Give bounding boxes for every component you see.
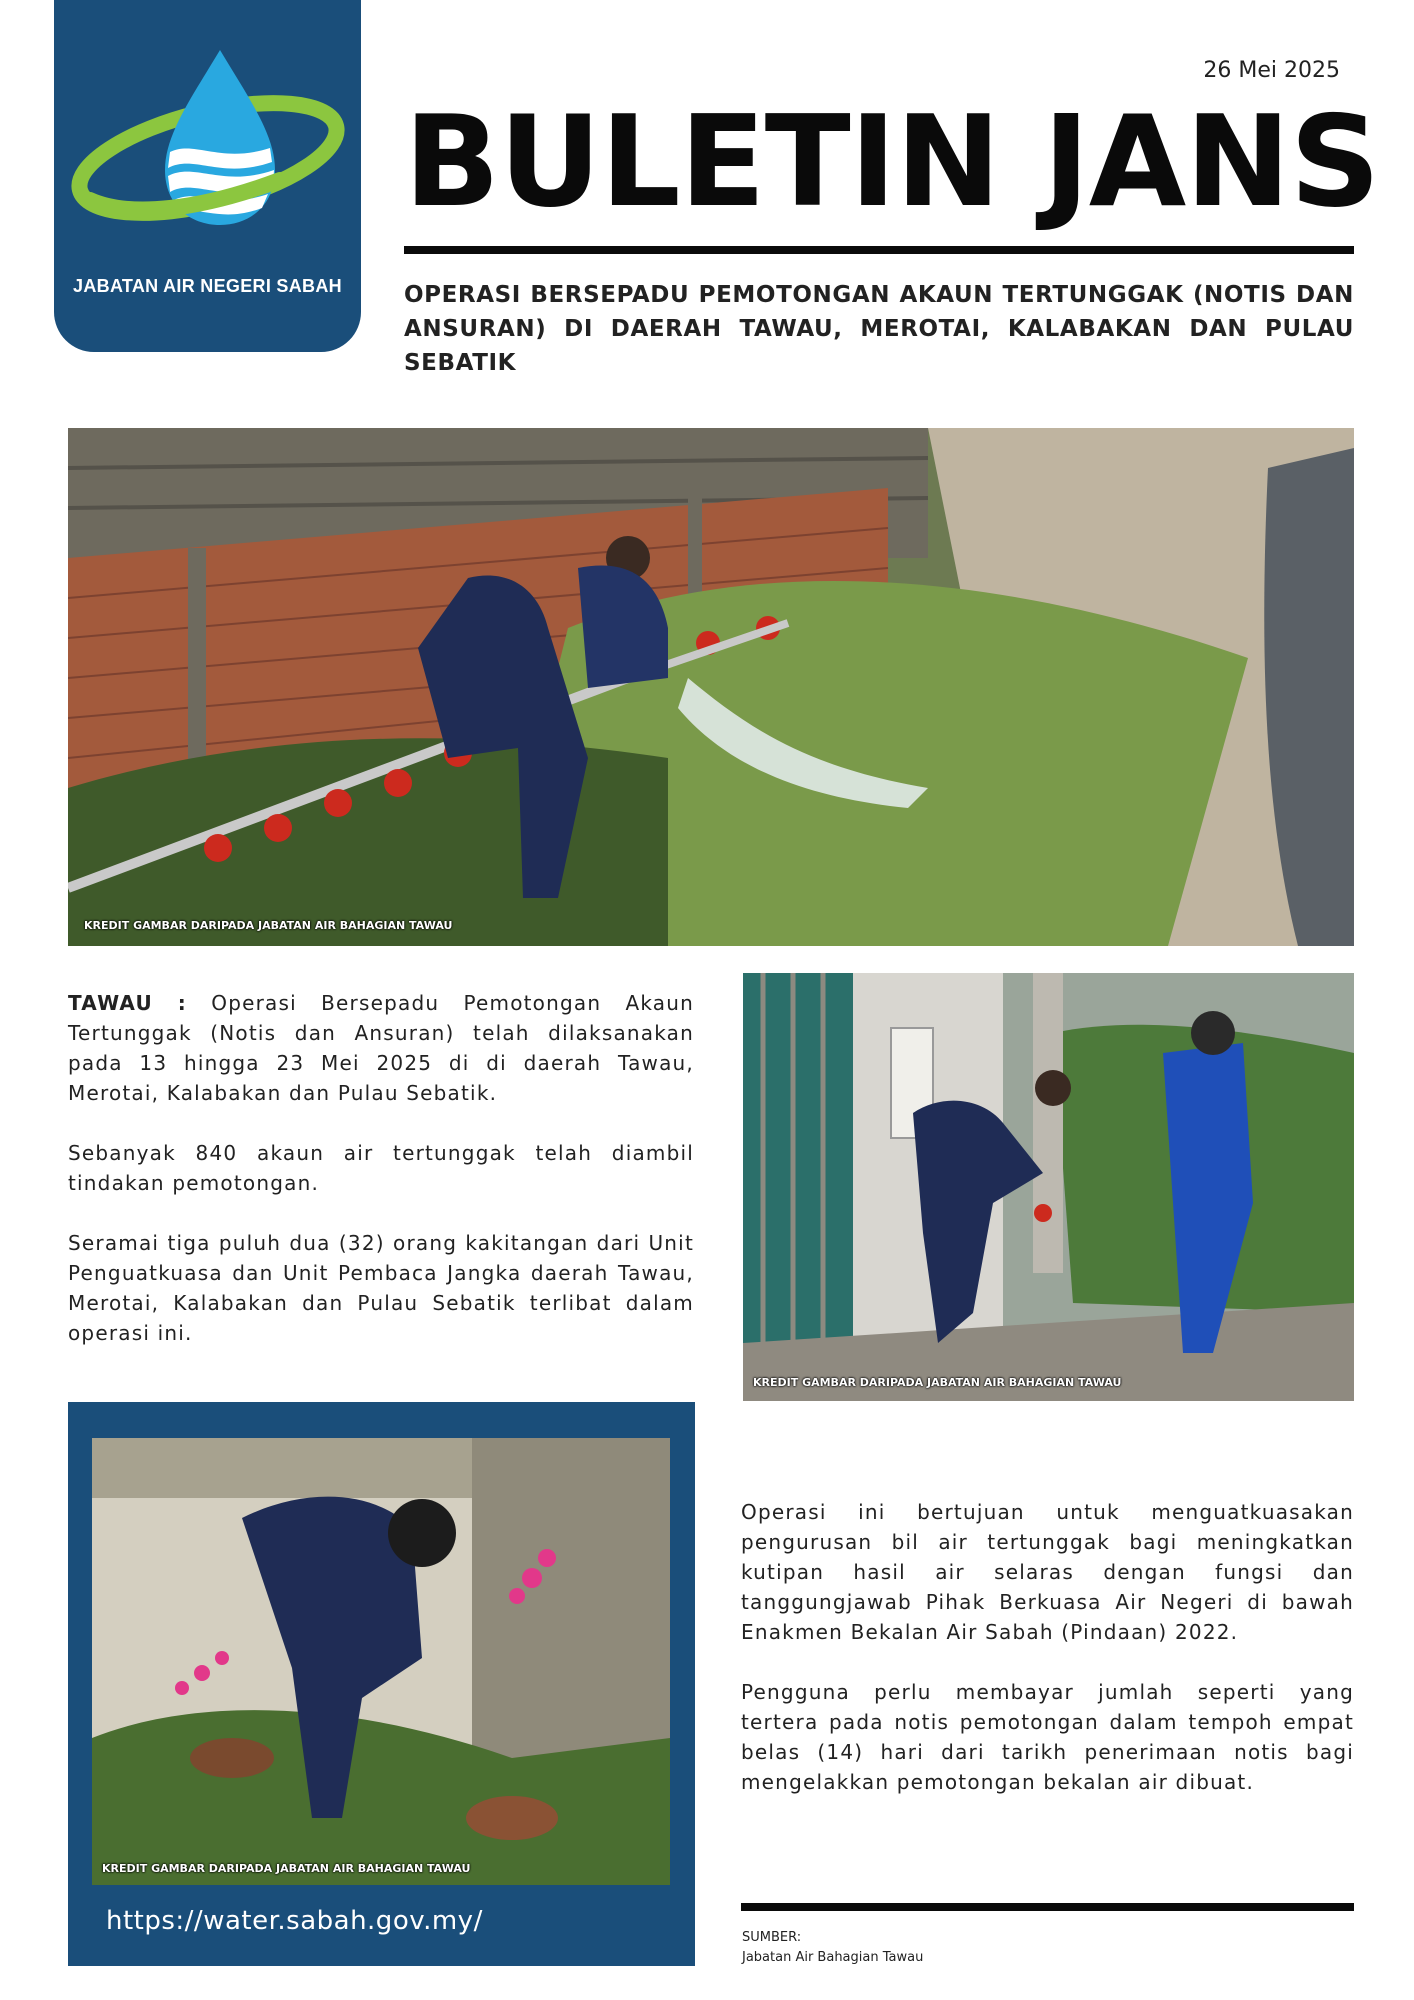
dateline: TAWAU : (68, 991, 187, 1015)
source-label: SUMBER: (742, 1930, 802, 1945)
divider (741, 1903, 1354, 1911)
article-paragraph: Pengguna perlu membayar jumlah seperti yang tertera pada notis pemotongan dalam tempoh empat belas (14) hari dari tarikh penerimaan notis bagi mengelakkan pemotongan bekalan air dibuat. (741, 1680, 1354, 1794)
article-paragraph: TAWAU : Operasi Bersepadu Pemotongan Akaun Tertunggak (Notis dan Ansuran) telah dilaksanakan pada 13 hingga 23 Mei 2025 di di daerah Tawau, Merotai, Kalabakan dan Pulau Sebatik. (68, 991, 695, 1105)
bulletin-title: BULETIN JANS (404, 88, 1380, 235)
article-paragraph: Sebanyak 840 akaun air tertunggak telah diambil tindakan pemotongan. (68, 1141, 694, 1195)
water-drop-ring-logo-icon (70, 40, 345, 240)
photo-credit: KREDIT GAMBAR DARIPADA JABATAN AIR BAHAGIAN TAWAU (102, 1862, 471, 1875)
article-paragraph: Seramai tiga puluh dua (32) orang kakitangan dari Unit Penguatkuasa dan Unit Pembaca Jangka daerah Tawau, Merotai, Kalabakan dan Pulau Sebatik terlibat dalam operasi ini. (68, 1231, 694, 1345)
third-photo (92, 1438, 670, 1885)
main-photo (68, 428, 1354, 946)
second-photo (743, 973, 1354, 1401)
website-link[interactable]: https://water.sabah.gov.my/ (106, 1906, 483, 1936)
headline: OPERASI BERSEPADU PEMOTONGAN AKAUN TERTUNGGAK (NOTIS DAN ANSURAN) DI DAERAH TAWAU, MEROTAI, KALABAKAN DAN PULAU SEBATIK (404, 282, 1354, 376)
article-paragraph: Operasi ini bertujuan untuk menguatkuasakan pengurusan bil air tertunggak bagi meningkatkan kutipan hasil air selaras dengan fungsi dan tanggungjawab Pihak Berkuasa Air Negeri di bawah Enakmen Bekalan Air Sabah (Pindaan) 2022. (741, 1500, 1354, 1644)
photo-credit: KREDIT GAMBAR DARIPADA JABATAN AIR BAHAGIAN TAWAU (84, 919, 453, 932)
photo-credit: KREDIT GAMBAR DARIPADA JABATAN AIR BAHAGIAN TAWAU (753, 1376, 1122, 1389)
org-name: JABATAN AIR NEGERI SABAH (73, 276, 342, 296)
divider (404, 246, 1354, 254)
article-left-column (68, 988, 694, 1378)
logo-card (54, 0, 361, 352)
source-value: Jabatan Air Bahagian Tawau (742, 1950, 924, 1965)
article-right-column (741, 1497, 1354, 1827)
issue-date: 26 Mei 2025 (1203, 58, 1340, 83)
